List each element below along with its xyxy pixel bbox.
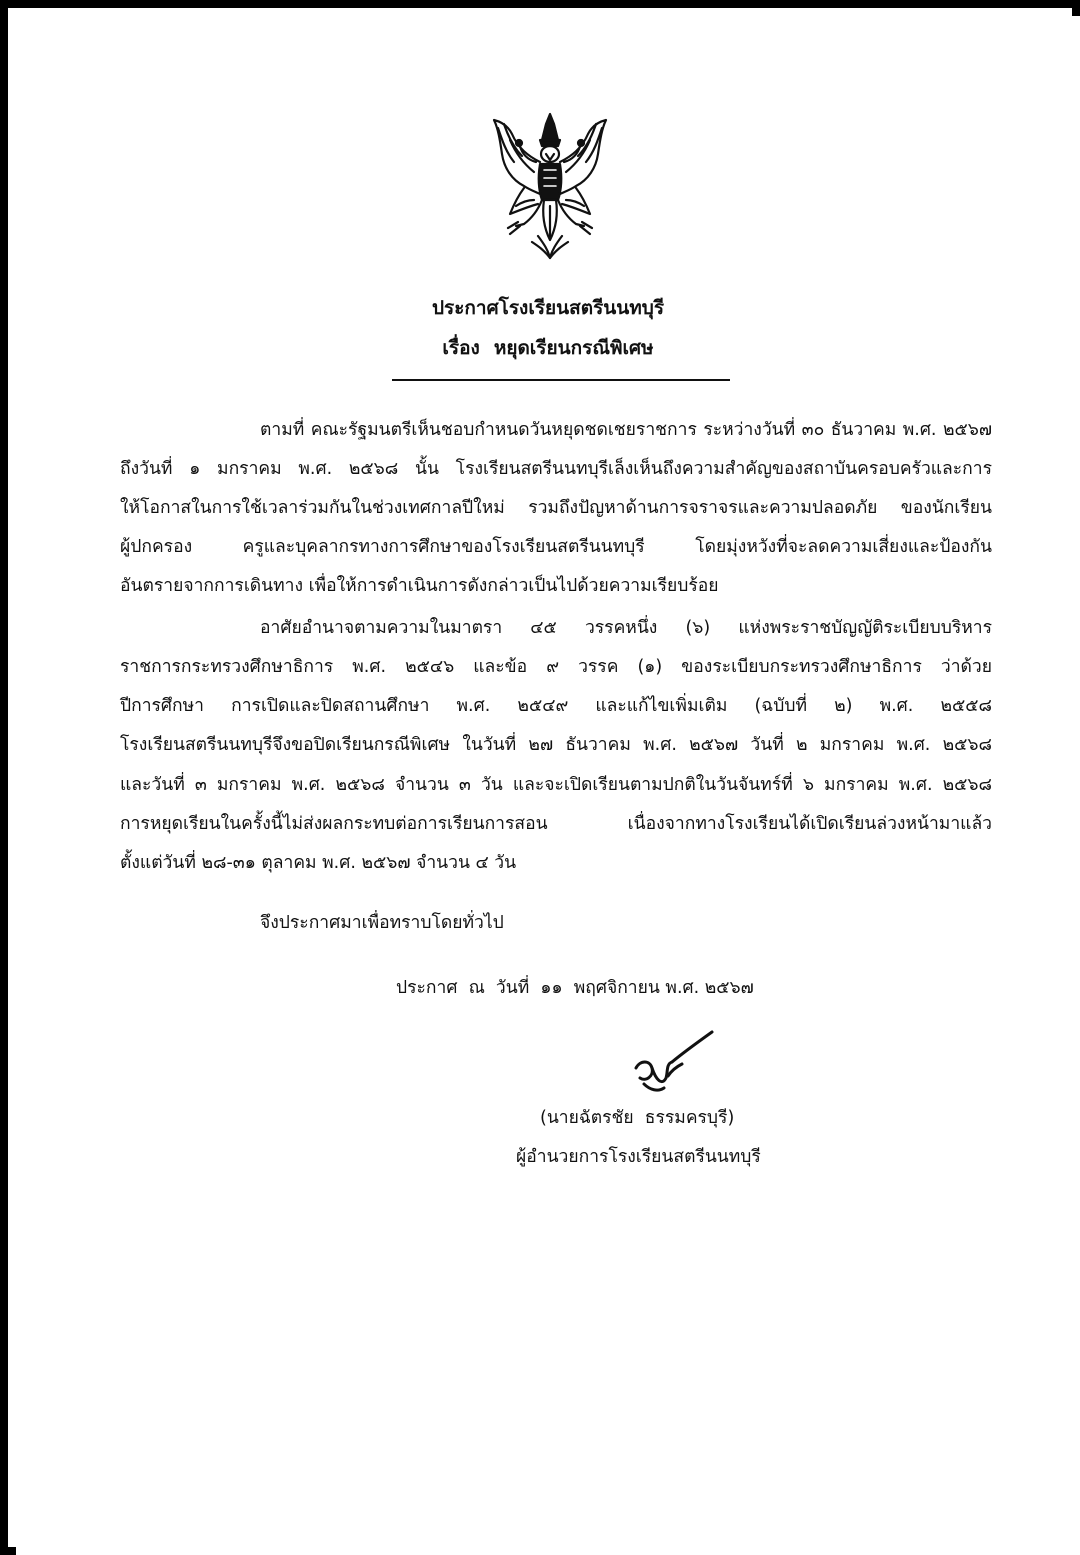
subject-text: หยุดเรียนกรณีพิเศษ	[493, 337, 654, 359]
paragraph-1-line: ตามที่ คณะรัฐมนตรีเห็นชอบกำหนดวันหยุดชดเชยราชการ ระหว่างวันที่ ๓๐ ธันวาคม พ.ศ. ๒๕๖๗	[260, 420, 992, 440]
paragraph-1-line: ผู้ปกครอง ครูและบุคลากรทางการศึกษาของโรงเรียนสตรีนนทบุรี โดยมุ่งหวังที่จะลดความเสี่ยงและป้องกัน	[120, 537, 992, 557]
document-title: ประกาศโรงเรียนสตรีนนทบุรี	[431, 297, 665, 319]
document-subject	[16, 336, 1080, 360]
paragraph-2-line: อาศัยอำนาจตามความในมาตรา ๔๕ วรรคหนึ่ง (๖) แห่งพระราชบัญญัติระเบียบบริหาร	[260, 618, 992, 638]
paragraph-2-line: การหยุดเรียนในครั้งนี้ไม่ส่งผลกระทบต่อการเรียนการสอน เนื่องจากทางโรงเรียนได้เปิดเรียนล่วงหน้ามาแล้ว	[120, 814, 992, 834]
paragraph-1-line: ถึงวันที่ ๑ มกราคม พ.ศ. ๒๕๖๘ นั้น โรงเรียนสตรีนนทบุรีเล็งเห็นถึงความสำคัญของสถาบันครอบครัวและการ	[120, 459, 992, 479]
document-page	[16, 16, 1080, 1555]
paragraph-2-line: ปีการศึกษา การเปิดและปิดสถานศึกษา พ.ศ. ๒๕๔๙ และแก้ไขเพิ่มเติม (ฉบับที่ ๒) พ.ศ. ๒๕๕๘	[120, 696, 992, 716]
signatory-position: ผู้อำนวยการโรงเรียนสตรีนนทบุรี	[516, 1147, 761, 1167]
paragraph-2-line: โรงเรียนสตรีนนทบุรีจึงขอปิดเรียนกรณีพิเศษ ในวันที่ ๒๗ ธันวาคม พ.ศ. ๒๕๖๗ วันที่ ๒ มกราคม พ.ศ. ๒๕๖๘	[120, 735, 992, 755]
signatory-name: (นายฉัตรชัย ธรรมครบุรี)	[540, 1108, 735, 1128]
paragraph-1-line: อันตรายจากการเดินทาง เพื่อให้การดำเนินการดังกล่าวเป็นไปด้วยความเรียบร้อย	[120, 576, 719, 596]
garuda-emblem-icon	[488, 110, 612, 262]
title-divider	[392, 379, 730, 381]
announcement-date: ประกาศ ณ วันที่ ๑๑ พฤศจิกายน พ.ศ. ๒๕๖๗	[396, 978, 754, 998]
paragraph-2-line: ราชการกระทรวงศึกษาธิการ พ.ศ. ๒๕๔๖ และข้อ ๙ วรรค (๑) ของระเบียบกระทรวงศึกษาธิการ ว่าด้วย	[120, 657, 992, 677]
paragraph-2-line: ตั้งแต่วันที่ ๒๘-๓๑ ตุลาคม พ.ศ. ๒๕๖๗ จำนวน ๔ วัน	[120, 853, 517, 873]
closing-statement: จึงประกาศมาเพื่อทราบโดยทั่วไป	[260, 913, 504, 933]
handwritten-signature	[628, 1030, 724, 1102]
subject-label: เรื่อง	[442, 337, 480, 359]
paragraph-2-line: และวันที่ ๓ มกราคม พ.ศ. ๒๕๖๘ จำนวน ๓ วัน และจะเปิดเรียนตามปกติในวันจันทร์ที่ ๖ มกราคม พ.ศ. ๒๕๖๘	[120, 775, 992, 795]
paragraph-1-line: ให้โอกาสในการใช้เวลาร่วมกันในช่วงเทศกาลปีใหม่ รวมถึงปัญหาด้านการจราจรและความปลอดภัย ของนักเรียน	[120, 498, 992, 518]
